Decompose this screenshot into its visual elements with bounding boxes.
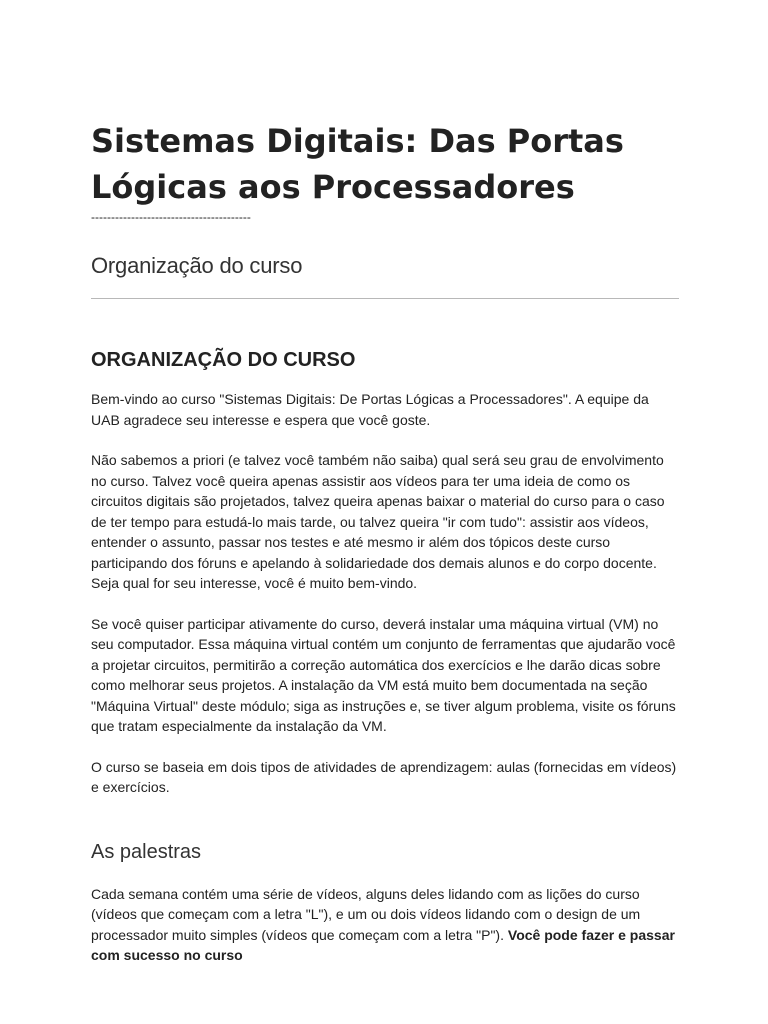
document-content xyxy=(91,118,679,966)
lectures-heading: As palestras xyxy=(91,840,202,863)
title-separator: ---------------------------------------- xyxy=(91,210,251,224)
paragraph-lectures xyxy=(91,884,679,966)
paragraph-welcome: Bem-vindo ao curso "Sistemas Digitais: De Portas Lógicas a Processadores". A equipe da UAB agradece seu interesse e espera que você goste. xyxy=(91,391,649,428)
lectures-bold-text: Você pode fazer e passar com sucesso no curso xyxy=(91,926,675,963)
paragraph-involvement: Não sabemos a priori (e talvez você também não saiba) qual será seu grau de envolvimento no curso. Talvez você queira apenas assistir aos vídeos para ter uma ideia de como os circuitos digitais são projetados, talvez queira apenas baixar o material do curso para o caso de ter tempo para estudá-lo mais tarde, ou talvez queira "ir com tudo": assistir aos vídeos, entender o assunto, passar nos testes e até mesmo ir além dos tópicos deste curso participando dos fóruns e apelando à solidariedade dos demais alunos e do corpo docente. Seja qual for seu interesse, você é muito bem-vindo. xyxy=(91,452,665,591)
lectures-text: Cada semana contém uma série de vídeos, alguns deles lidando com as lições do curso (vídeos que começam com a letra "L"), e um ou dois vídeos lidando com o design de um processador muito simples (vídeos que começam com a letra "P"). xyxy=(91,885,641,943)
paragraph-virtual-machine: Se você quiser participar ativamente do curso, deverá instalar uma máquina virtual (VM) no seu computador. Essa máquina virtual contém um conjunto de ferramentas que ajudarão você a projetar circuitos, permitirão a correção automática dos exercícios e lhe darão dicas sobre como melhorar seus projetos. A instalação da VM está muito bem documentada na seção "Máquina Virtual" deste módulo; siga as instruções e, se tiver algum problema, visite os fóruns que tratam especialmente da instalação da VM. xyxy=(91,615,676,734)
horizontal-divider xyxy=(91,298,679,299)
section-heading: ORGANIZAÇÃO DO CURSO xyxy=(91,349,356,371)
paragraph-activities: O curso se baseia em dois tipos de atividades de aprendizagem: aulas (fornecidas em vídeos) e exercícios. xyxy=(91,758,677,795)
page-subtitle: Organização do curso xyxy=(91,253,303,278)
document-title: Sistemas Digitais: Das Portas Lógicas aos Processadores xyxy=(91,122,624,206)
